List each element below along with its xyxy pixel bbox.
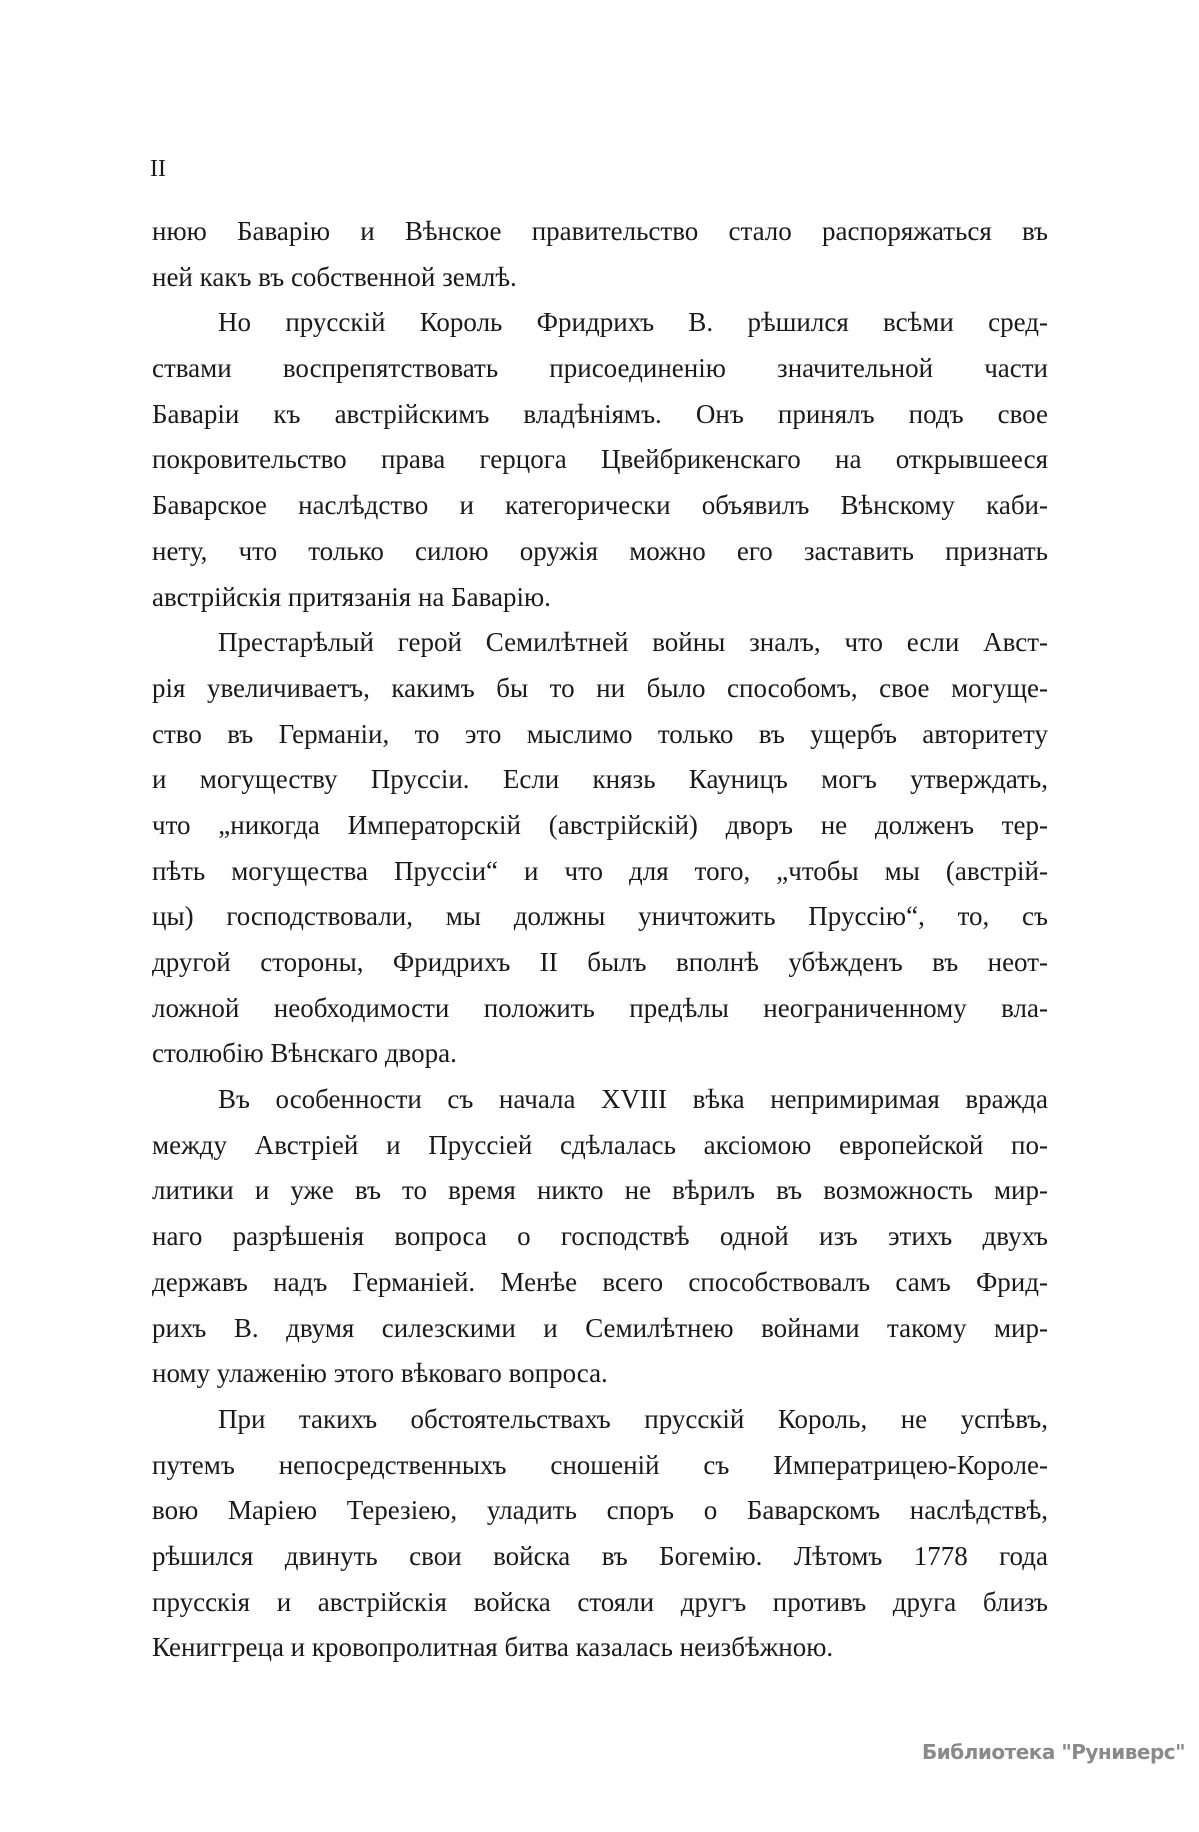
text-line: Въ особенности съ начала XVIII вѣка непримиримая вражда xyxy=(218,1084,1048,1115)
text-line: цы) господствовали, мы должны уничтожить Пруссію“, то, съ xyxy=(152,901,1048,932)
text-line: столюбію Вѣнскаго двора. xyxy=(152,1038,457,1069)
text-line: пѣть могущества Пруссіи“ и что для того, „чтобы мы (австрій- xyxy=(152,855,1048,886)
text-line: вою Маріею Терезіею, уладить споръ о Баварскомъ наслѣдствѣ, xyxy=(152,1495,1048,1526)
text-line: литики и уже въ то время никто не вѣрилъ въ возможность мир- xyxy=(152,1175,1048,1206)
text-line: между Австріей и Пруссіей сдѣлалась аксіомою европейской по- xyxy=(152,1129,1048,1160)
text-line: Престарѣлый герой Семилѣтней войны зналъ, что если Авст- xyxy=(218,627,1048,658)
paragraph xyxy=(152,209,1048,300)
text-line: рихъ В. двумя силезскими и Семилѣтнею войнами такому мир- xyxy=(152,1312,1048,1343)
text-line: рѣшился двинуть свои войска въ Богемію. Лѣтомъ 1778 года xyxy=(152,1540,1048,1571)
text-line: прусскія и австрійскія войска стояли другъ противъ друга близъ xyxy=(152,1586,1048,1617)
text-line: нету, что только силою оружія можно его заставить признать xyxy=(152,535,1048,566)
text-line: рія увеличиваетъ, какимъ бы то ни было способомъ, свое могуще- xyxy=(152,672,1048,703)
text-line: путемъ непосредственныхъ сношеній съ Императрицею-Короле- xyxy=(152,1449,1048,1480)
text-line: нюю Баварію и Вѣнское правительство стало распоряжаться въ xyxy=(152,216,1048,246)
text-line: ному улаженію этого вѣковаго вопроса. xyxy=(152,1358,608,1389)
text-line: Баварское наслѣдство и категорически объявилъ Вѣнскому каби- xyxy=(152,490,1048,521)
text-line: другой стороны, Фридрихъ II былъ вполнѣ убѣжденъ въ неот- xyxy=(152,947,1048,977)
text-line: Но прусскій Король Фридрихъ В. рѣшился всѣми сред- xyxy=(218,307,1048,338)
text-line: ней какъ въ собственной землѣ. xyxy=(152,261,517,292)
text-line: наго разрѣшенія вопроса о господствѣ одной изъ этихъ двухъ xyxy=(152,1221,1048,1252)
paragraph xyxy=(152,1397,1048,1671)
body-text xyxy=(152,209,1048,1671)
paragraph xyxy=(152,300,1048,620)
text-line: ствами воспрепятствовать присоединенію значительной части xyxy=(152,353,1048,384)
text-line: что „никогда Императорскій (австрійскій) дворъ не долженъ тер- xyxy=(152,809,1048,840)
text-line: державъ надъ Германіей. Менѣе всего способствовалъ самъ Фрид- xyxy=(152,1266,1048,1297)
text-line: и могуществу Пруссіи. Если князь Кауницъ могъ утверждать, xyxy=(152,764,1048,795)
library-watermark: Библиотека "Руниверс" xyxy=(922,1740,1186,1764)
text-line: Баваріи къ австрійскимъ владѣніямъ. Онъ принялъ подъ свое xyxy=(152,398,1048,429)
text-line: ство въ Германіи, то это мыслимо только въ ущербъ авторитету xyxy=(152,718,1048,749)
text-line: Кениггреца и кровопролитная битва казалась неизбѣжною. xyxy=(152,1632,834,1663)
paragraph xyxy=(152,1077,1048,1397)
text-line: ложной необходимости положить предѣлы неограниченному вла- xyxy=(152,992,1048,1023)
text-line: При такихъ обстоятельствахъ прусскій Король, не успѣвъ, xyxy=(218,1403,1048,1434)
paragraph xyxy=(152,620,1048,1077)
page-number: II xyxy=(150,156,166,182)
text-line: покровительство права герцога Цвейбрикенскаго на открывшееся xyxy=(152,444,1048,475)
text-line: австрійскія притязанія на Баварію. xyxy=(152,581,551,612)
